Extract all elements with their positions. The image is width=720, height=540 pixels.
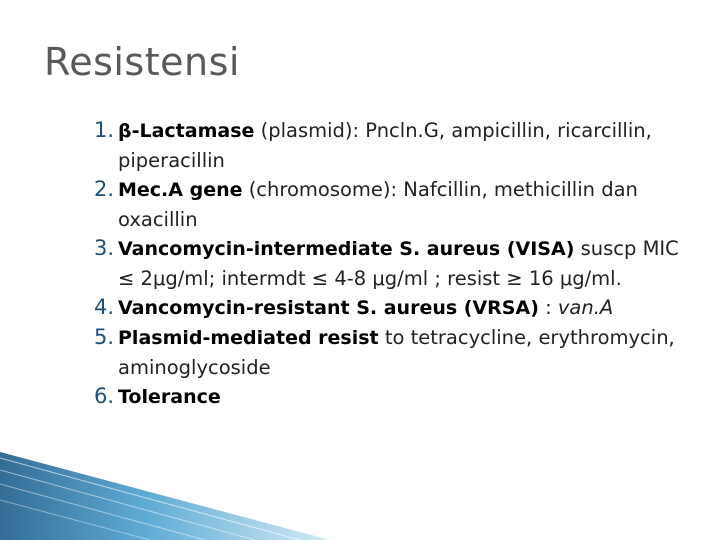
list-item: [74, 323, 694, 382]
item-text: (plasmid): Pncln.G, ampicillin, ricarcillin, piperacillin: [118, 119, 652, 172]
list-number: 4.: [93, 295, 114, 319]
list-number: 3.: [93, 236, 114, 260]
list-item: [74, 116, 694, 175]
item-term: Tolerance: [118, 386, 221, 408]
slide-title: Resistensi: [44, 40, 240, 84]
item-text: suscp MIC ≤ 2μg/ml; intermdt ≤ 4-8 μg/ml ; resist ≥ 16 μg/ml.: [118, 237, 679, 290]
item-text: to tetracycline, erythromycin, aminoglycoside: [118, 326, 675, 379]
corner-swoosh-decoration: [0, 450, 330, 540]
item-text: :: [538, 296, 558, 319]
list-item: [74, 234, 694, 293]
item-term: Mec.A gene: [118, 179, 243, 201]
item-term: Vancomycin-intermediate S. aureus (VISA): [118, 238, 575, 260]
list-number: 2.: [93, 177, 114, 201]
item-term: β-Lactamase: [118, 120, 255, 142]
list-number: 5.: [93, 325, 114, 349]
item-gene: van.A: [557, 296, 614, 319]
resistance-list: [74, 116, 694, 412]
list-item: [74, 382, 694, 412]
item-term: Vancomycin-resistant S. aureus (VRSA): [118, 297, 539, 319]
list-item: [74, 293, 694, 323]
item-term: Plasmid-mediated resist: [118, 327, 379, 349]
item-text: (chromosome): Nafcillin, methicillin dan oxacillin: [118, 178, 638, 231]
list-number: 1.: [93, 118, 114, 142]
list-item: [74, 175, 694, 234]
list-number: 6.: [93, 384, 114, 408]
